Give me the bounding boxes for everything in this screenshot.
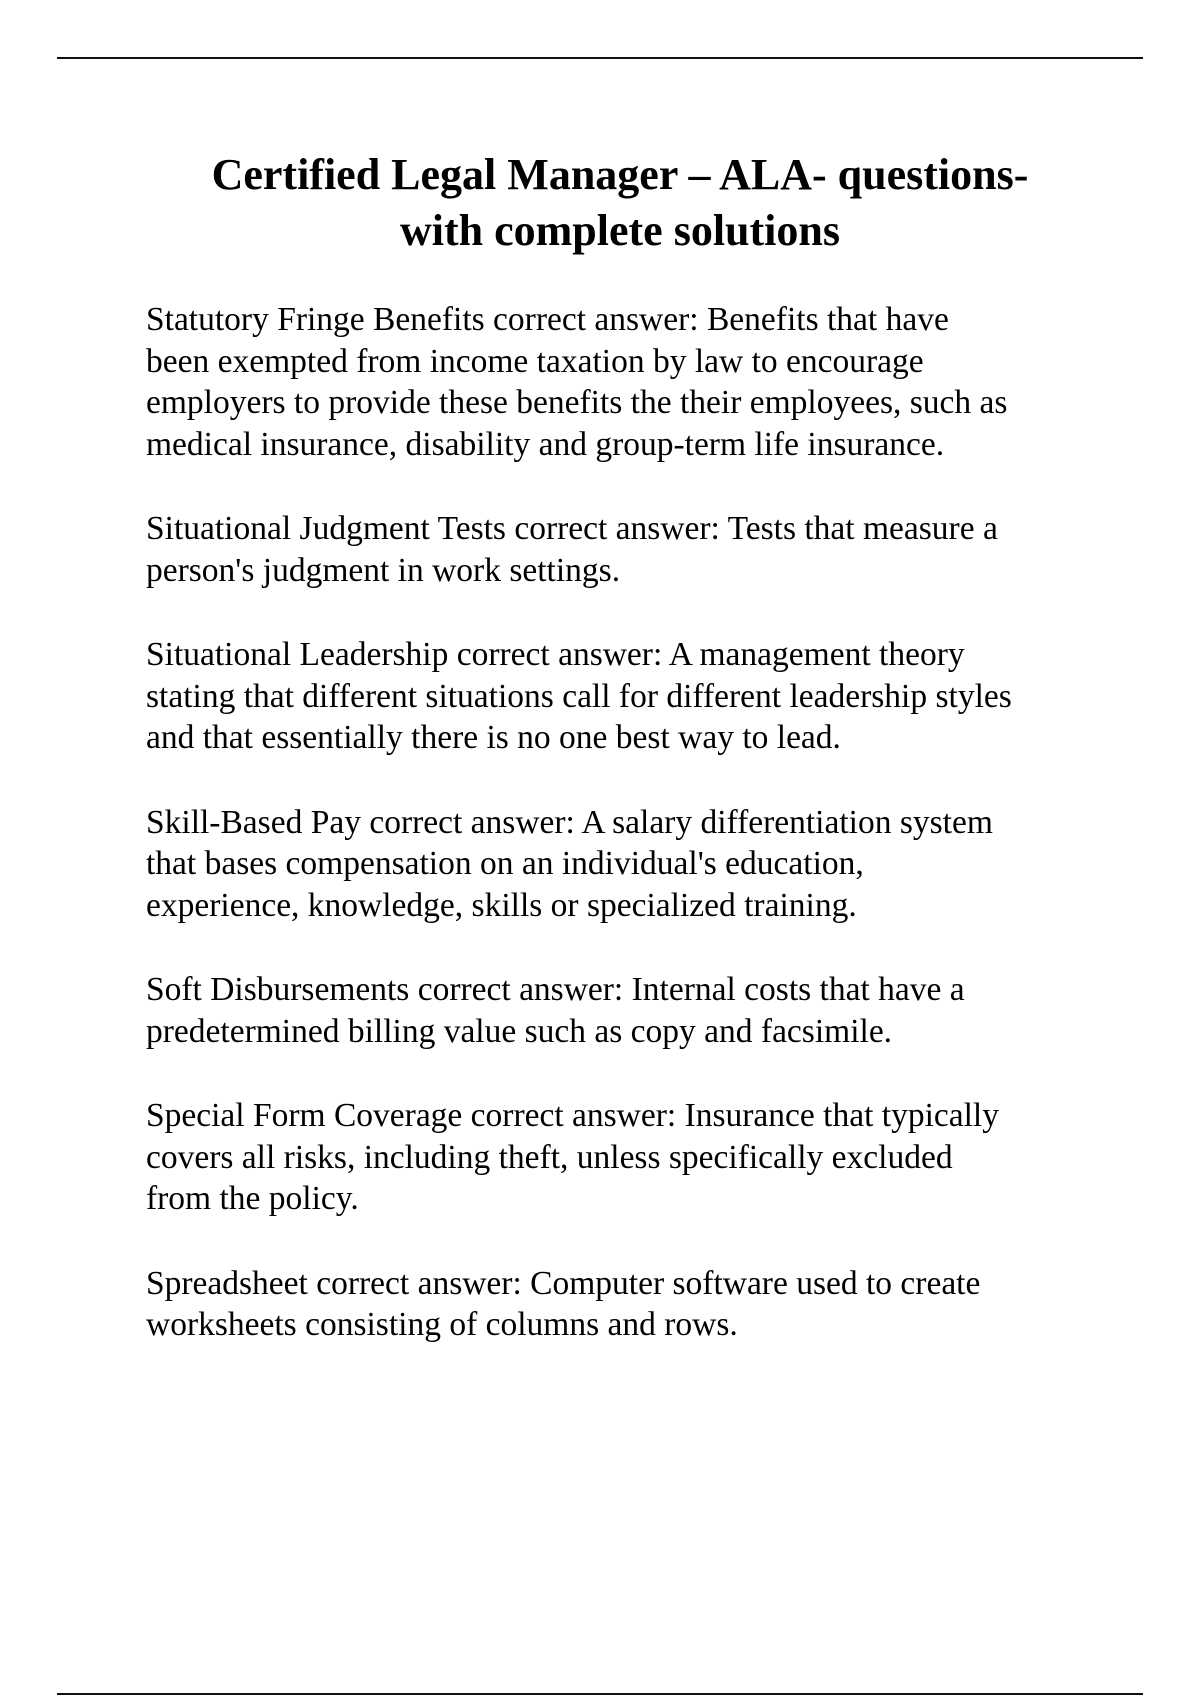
qa-entry-spreadsheet [146,1263,1096,1346]
entry-line: stating that different situations call for different leadership styles [146,677,1012,715]
entry-line: employers to provide these benefits the their employees, such as [146,384,1008,421]
top-rule [57,57,1143,59]
entry-line: Soft Disbursements correct answer: Internal costs that have a [146,971,965,1008]
title-line: Certified Legal Manager – ALA- questions- [211,150,1029,199]
entry-line: Special Form Coverage correct answer: Insurance that typically [146,1097,999,1134]
entry-line: medical insurance, disability and group-term life insurance. [146,425,945,463]
entry-line: that bases compensation on an individual's education, [146,845,864,882]
entry-line: person's judgment in work settings. [146,551,621,589]
qa-entry-situational-judgment-tests [146,508,1096,591]
entry-line: Situational Judgment Tests correct answer: Tests that measure a [146,510,998,547]
qa-entry-situational-leadership [146,634,1096,759]
qa-entry-special-form-coverage [146,1095,1096,1220]
entry-line: Skill-Based Pay correct answer: A salary differentiation system [146,803,993,841]
page-title [130,147,1110,259]
qa-entry-soft-disbursements [146,969,1096,1052]
entry-line: been exempted from income taxation by law to encourage [146,342,924,380]
entry-line: Spreadsheet correct answer: Computer software used to create [146,1264,981,1302]
qa-entry-skill-based-pay [146,802,1096,927]
title-line: with complete solutions [400,206,840,255]
entry-line: Statutory Fringe Benefits correct answer: Benefits that have [146,301,949,338]
entry-line: predetermined billing value such as copy and facsimile. [146,1012,893,1050]
entry-line: from the policy. [146,1180,359,1217]
qa-entry-statutory-fringe-benefits [146,299,1096,465]
entry-line: experience, knowledge, skills or specialized training. [146,886,857,924]
qa-entries [146,299,1096,1389]
entry-line: covers all risks, including theft, unless specifically excluded [146,1138,953,1176]
entry-line: Situational Leadership correct answer: A management theory [146,636,965,673]
entry-line: worksheets consisting of columns and rows. [146,1306,738,1343]
bottom-rule [57,1693,1143,1695]
entry-line: and that essentially there is no one best way to lead. [146,719,841,756]
